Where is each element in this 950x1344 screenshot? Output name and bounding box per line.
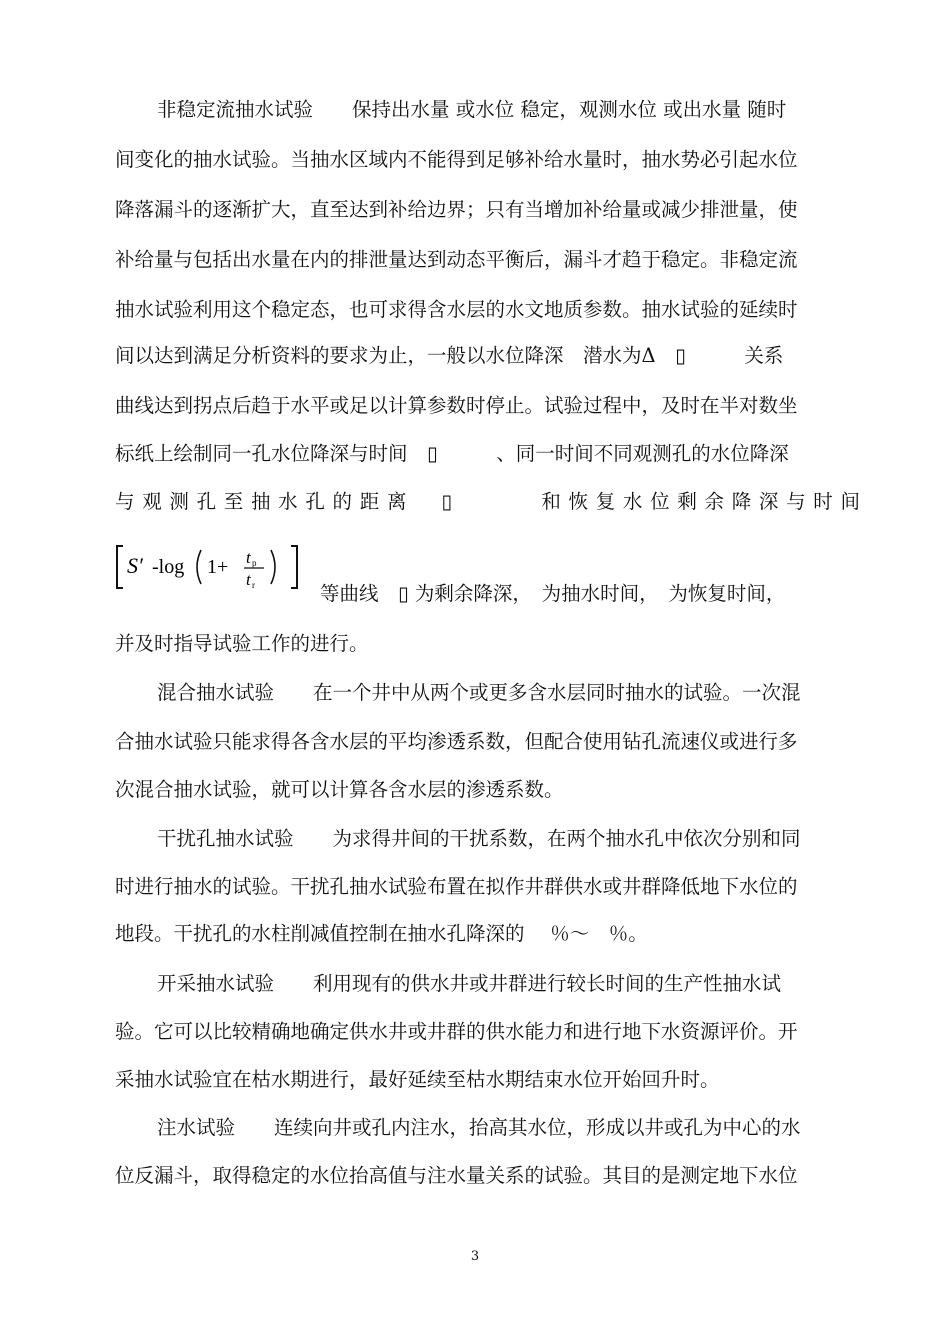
text-line: 非稳定流抽水试验 保持出水量 或水位 稳定，观测水位 或出水量 随时 [157,98,787,121]
formula-denominator-sub: r [252,580,255,590]
text-line: 降落漏斗的逐渐扩大，直至达到补给边界；只有当增加补给量或减少排泄量，使 [115,198,798,221]
text-line: 并及时指导试验工作的进行。 [115,632,369,655]
formula-image [115,542,301,592]
formula-numerator-sub: p [252,558,257,568]
formula-s-prime: S′ [127,553,143,578]
text-line: 等曲线 ▯ 为剩余降深， 为抽水时间， 为恢复时间， [320,582,786,605]
text-line: 标纸上绘制同一孔水位降深与时间 ▯ 、同一时间不同观测孔的水位降深 [115,442,789,465]
text-line: 时进行抽水的试验。干扰孔抽水试验布置在拟作井群供水或井群降低地下水位的 [115,875,798,898]
text-line: 与观测孔至抽水孔的距离 ▯ 和恢复水位剩余降深与时间 [115,490,860,513]
text-line: 次混合抽水试验，就可以计算各含水层的渗透系数。 [115,778,564,801]
text-line: 开采抽水试验 利用现有的供水井或井群进行较长时间的生产性抽水试 [157,972,782,995]
text-line: 验。它可以比较精确地确定供水井或井群的供水能力和进行地下水资源评价。开 [115,1020,798,1043]
text-line: 抽水试验利用这个稳定态，也可求得含水层的水文地质参数。抽水试验的延续时 [115,298,798,321]
formula-log: -log [152,556,185,578]
formula-denominator: t [246,570,251,589]
page-number: 3 [470,1249,480,1264]
formula-one-plus: 1+ [207,556,229,578]
text-line: 曲线达到拐点后趋于水平或足以计算参数时停止。试验过程中，及时在半对数坐 [115,394,798,417]
text-line: 地段。干扰孔的水柱削减值控制在抽水孔降深的 ％～ ％。 [115,922,648,945]
formula-numerator: t [246,548,251,567]
text-line: 合抽水试验只能求得各含水层的平均渗透系数，但配合使用钻孔流速仪或进行多 [115,730,798,753]
text-line: 位反漏斗，取得稳定的水位抬高值与注水量关系的试验。其目的是测定地下水位 [115,1164,798,1187]
text-line: 补给量与包括出水量在内的排泄量达到动态平衡后，漏斗才趋于稳定。非稳定流 [115,248,798,271]
text-line: 间以达到满足分析资料的要求为止，一般以水位降深 潜水为Δ ▯ 关系 [115,344,784,367]
text-line: 注水试验 连续向井或孔内注水，抬高其水位，形成以井或孔为中心的水 [157,1116,801,1139]
text-line: 干扰孔抽水试验 为求得井间的干扰系数，在两个抽水孔中依次分别和同 [157,827,801,850]
text-line: 采抽水试验宜在枯水期进行，最好延续至枯水期结束水位开始回升时。 [115,1068,720,1091]
text-line: 混合抽水试验 在一个井中从两个或更多含水层同时抽水的试验。一次混 [157,681,801,704]
text-line: 间变化的抽水试验。当抽水区域内不能得到足够补给水量时，抽水势必引起水位 [115,148,798,171]
